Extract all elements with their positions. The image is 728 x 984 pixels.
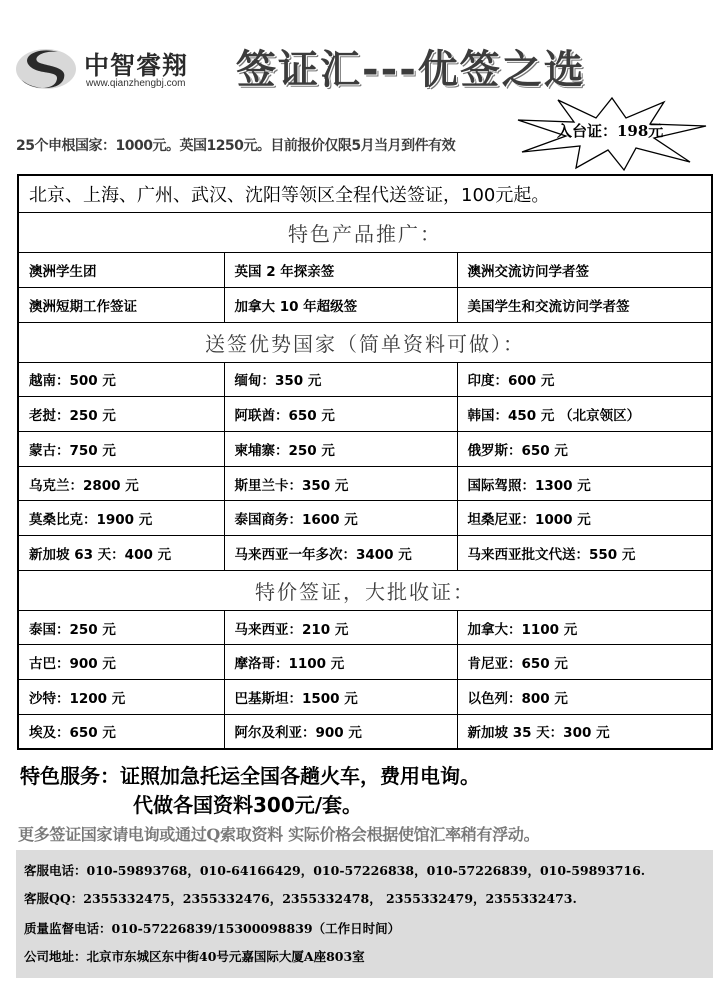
section-title-row (18, 322, 712, 362)
brand-name: 中智睿翔 (84, 51, 189, 80)
table-cell: 老挝：250 元 (18, 397, 224, 432)
table-cell: 韩国：450 元 （北京领区） (457, 397, 712, 432)
special-service-text: 特色服务：证照加急托运全国各趟火车，费用电询。 (20, 764, 480, 788)
visa-price-table (17, 174, 713, 750)
section-title: 特价签证，大批收证： (18, 570, 712, 610)
table-cell: 澳洲短期工作签证 (18, 287, 224, 322)
table-row (18, 610, 712, 645)
contact-supervision-phone: 质量监督电话：010-57226839/15300098839（工作日时间） (24, 921, 401, 936)
table-cell: 摩洛哥：1100 元 (224, 645, 457, 680)
table-cell: 莫桑比克：1900 元 (18, 501, 224, 536)
contact-qq: 客服QQ：2355332475，2355332476，2355332478， 2355332479，2355332473. (24, 891, 577, 906)
contact-box (16, 850, 713, 978)
table-row (18, 287, 712, 322)
section-title: 送签优势国家（简单资料可做）： (18, 322, 712, 362)
table-cell: 泰国商务：1600 元 (224, 501, 457, 536)
table-cell: 阿尔及利亚：900 元 (224, 714, 457, 749)
banner-text: 北京、上海、广州、武汉、沈阳等领区全程代送签证，100元起。 (18, 175, 712, 213)
banner-row (18, 175, 712, 213)
table-cell: 新加坡 63 天：400 元 (18, 536, 224, 571)
table-row (18, 362, 712, 397)
table-cell: 马来西亚一年多次：3400 元 (224, 536, 457, 571)
table-cell: 俄罗斯：650 元 (457, 431, 712, 466)
table-cell: 埃及：650 元 (18, 714, 224, 749)
table-cell: 阿联酋：650 元 (224, 397, 457, 432)
section-title-row (18, 570, 712, 610)
table-row (18, 680, 712, 715)
table-row (18, 466, 712, 501)
table-cell: 蒙古：750 元 (18, 431, 224, 466)
table-cell: 新加坡 35 天：300 元 (457, 714, 712, 749)
table-cell: 古巴：900 元 (18, 645, 224, 680)
table-row (18, 253, 712, 288)
pricing-line: 25个申根国家：1000元。英国1250元。目前报价仅限5月当月到件有效 (16, 138, 456, 154)
table-cell: 巴基斯坦：1500 元 (224, 680, 457, 715)
table-row (18, 501, 712, 536)
table-row (18, 397, 712, 432)
table-cell: 澳洲学生团 (18, 253, 224, 288)
table-cell: 沙特：1200 元 (18, 680, 224, 715)
table-cell: 澳洲交流访问学者签 (457, 253, 712, 288)
table-row (18, 714, 712, 749)
section-title: 特色产品推广： (18, 213, 712, 253)
table-cell: 加拿大：1100 元 (457, 610, 712, 645)
table-cell: 英国 2 年探亲签 (224, 253, 457, 288)
table-cell: 乌克兰：2800 元 (18, 466, 224, 501)
table-cell: 马来西亚批文代送：550 元 (457, 536, 712, 571)
brand-url: www.qianzhengbj.com (86, 78, 186, 89)
table-cell: 柬埔寨：250 元 (224, 431, 457, 466)
table-cell: 斯里兰卡：350 元 (224, 466, 457, 501)
table-row (18, 645, 712, 680)
table-row (18, 536, 712, 571)
table-cell: 国际驾照：1300 元 (457, 466, 712, 501)
more-info-text: 更多签证国家请电询或通过Q索取资料 实际价格会根据使馆汇率稍有浮动。 (18, 825, 540, 844)
table-cell: 肯尼亚：650 元 (457, 645, 712, 680)
company-logo-icon (14, 44, 78, 94)
section-title-row (18, 213, 712, 253)
contact-phone: 客服电话：010-59893768，010-64166429，010-57226838，010-57226839，010-59893716. (24, 863, 646, 878)
table-cell: 美国学生和交流访问学者签 (457, 287, 712, 322)
entry-permit-price: 入台证：198元 (557, 122, 664, 140)
table-cell: 缅甸：350 元 (224, 362, 457, 397)
page-title: 签证汇---优签之选 (236, 47, 586, 93)
table-cell: 坦桑尼亚：1000 元 (457, 501, 712, 536)
proxy-service-text: 代做各国资料300元/套。 (133, 793, 363, 817)
table-cell: 泰国：250 元 (18, 610, 224, 645)
contact-address: 公司地址：北京市东城区东中街40号元嘉国际大厦A座803室 (24, 949, 365, 964)
table-cell: 越南：500 元 (18, 362, 224, 397)
table-cell: 马来西亚：210 元 (224, 610, 457, 645)
table-cell: 加拿大 10 年超级签 (224, 287, 457, 322)
table-cell: 印度：600 元 (457, 362, 712, 397)
table-cell: 以色列：800 元 (457, 680, 712, 715)
table-row (18, 431, 712, 466)
